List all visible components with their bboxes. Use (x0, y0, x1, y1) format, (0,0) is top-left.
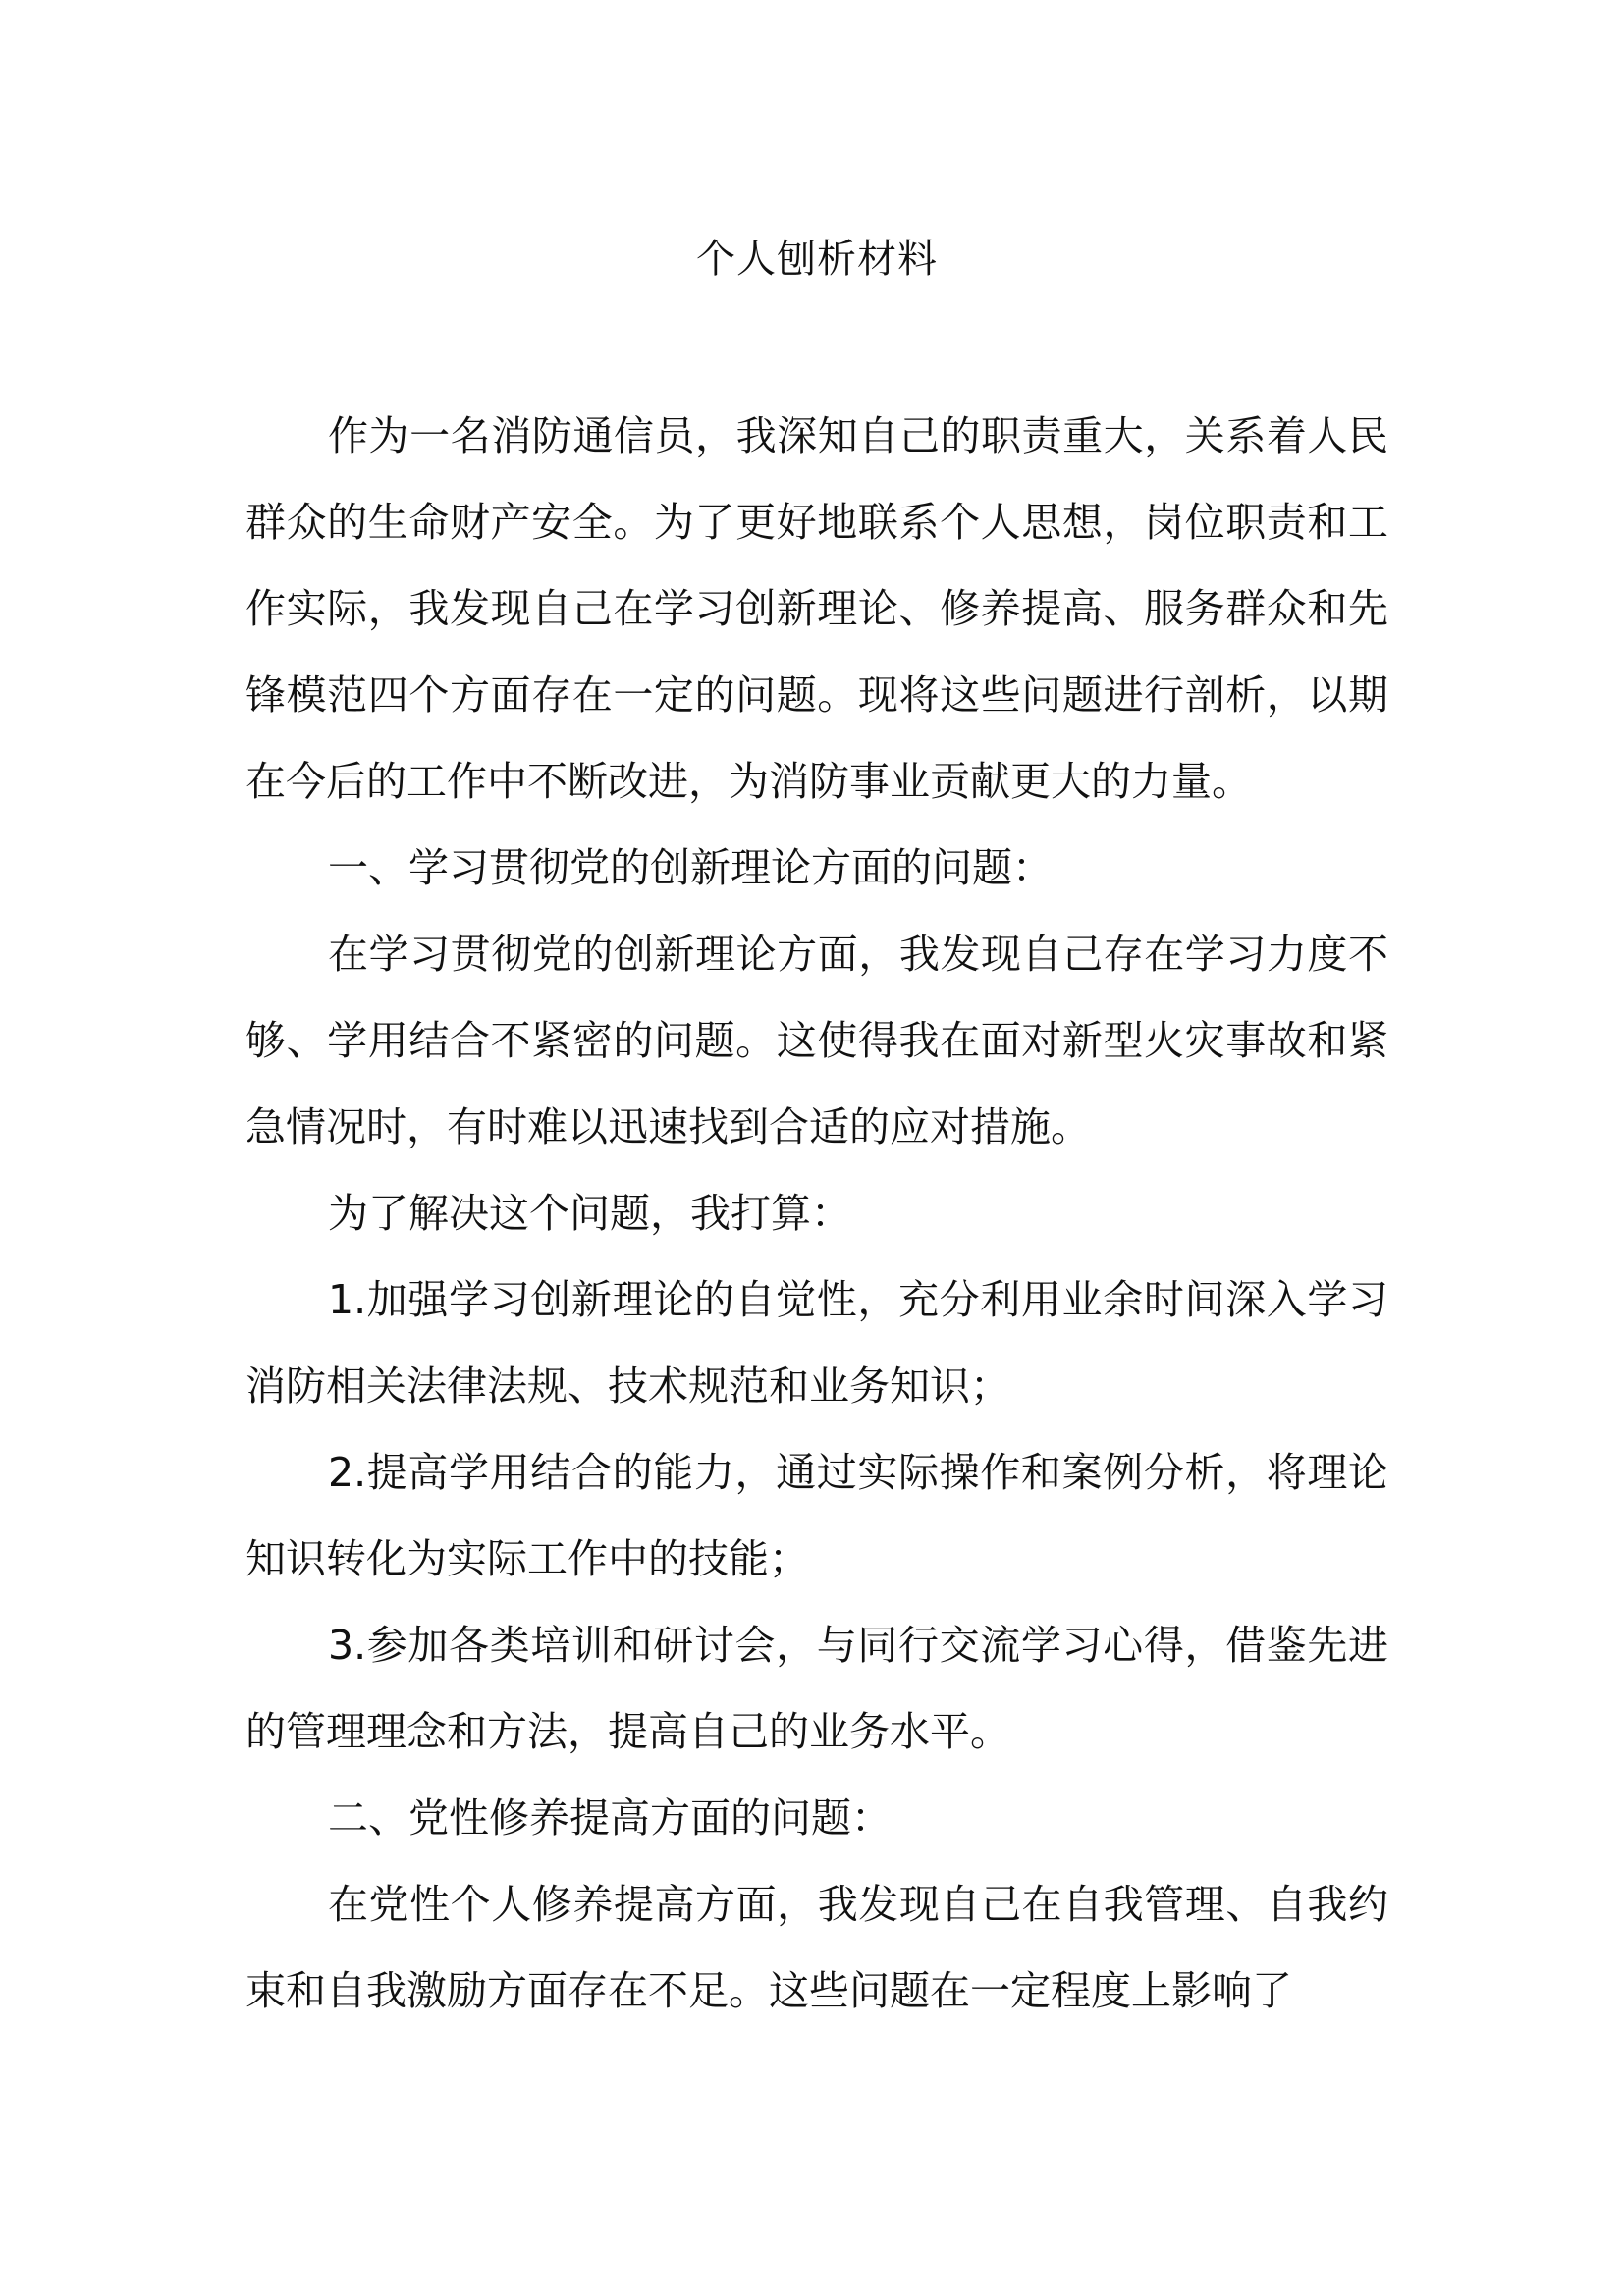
paragraph-section-1: 在学习贯彻党的创新理论方面，我发现自己存在学习力度不够、学用结合不紧密的问题。这使得我在面对新型火灾事故和紧急情况时，有时难以迅速找到合适的应对措施。 (245, 931, 1388, 1150)
paragraph-section-2: 在党性个人修养提高方面，我发现自己在自我管理、自我约束和自我激励方面存在不足。这些问题在一定程度上影响了 (245, 1881, 1388, 2014)
document-title: 个人刨析材料 (696, 237, 938, 282)
paragraph-plan-intro: 为了解决这个问题，我打算： (328, 1190, 851, 1237)
list-item-1: 1.加强学习创新理论的自觉性，充分利用业余时间深入学习消防相关法律法规、技术规范和业务知识； (245, 1276, 1388, 1410)
section-heading-1: 一、学习贯彻党的创新理论方面的问题： (328, 844, 1053, 891)
list-item-3: 3.参加各类培训和研讨会，与同行交流学习心得，借鉴先进的管理理念和方法，提高自己的业务水平。 (245, 1622, 1388, 1755)
section-heading-2: 二、党性修养提高方面的问题： (328, 1794, 892, 1842)
paragraph-intro: 作为一名消防通信员，我深知自己的职责重大，关系着人民群众的生命财产安全。为了更好地联系个人思想，岗位职责和工作实际，我发现自己在学习创新理论、修养提高、服务群众和先锋模范四个方面存在一定的问题。现将这些问题进行剖析，以期在今后的工作中不断改进，为消防事业贡献更大的力量。 (245, 412, 1388, 805)
document-body (245, 393, 1388, 2034)
list-item-2: 2.提高学用结合的能力，通过实际操作和案例分析，将理论知识转化为实际工作中的技能； (245, 1449, 1388, 1582)
